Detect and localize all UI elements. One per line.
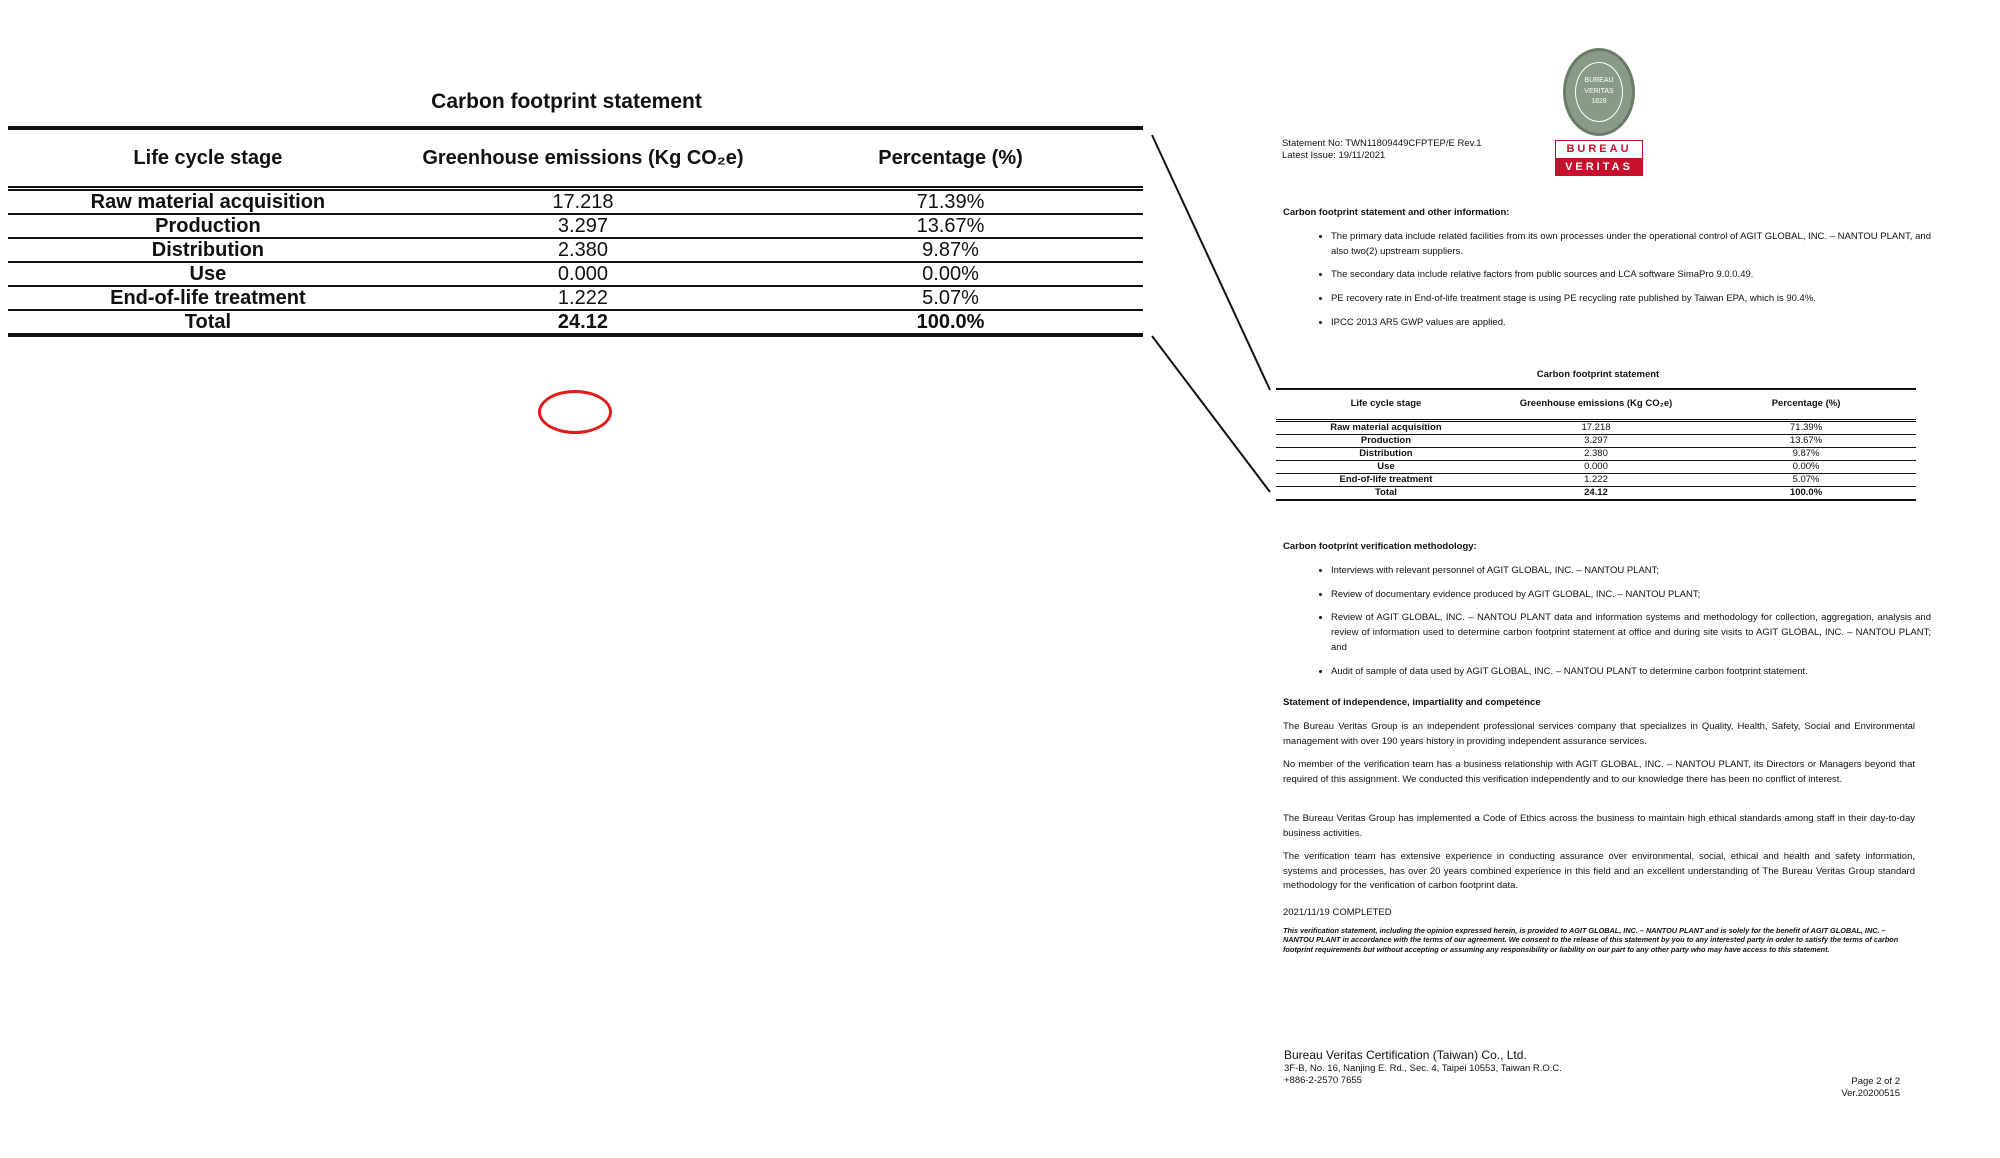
emissions-cell: 1.222 <box>1496 474 1696 487</box>
stage-cell: Use <box>1276 461 1496 474</box>
stage-cell: Raw material acquisition <box>1276 421 1496 435</box>
small-carbon-table <box>1276 388 1916 501</box>
list-item: • PE recovery rate in End-of-life treatment stage is using PE recycling rate published by Taiwan EPA, which is 90.4%. <box>1331 292 1931 307</box>
stage-cell: Distribution <box>1276 448 1496 461</box>
stage-cell: End-of-life treatment <box>8 286 408 310</box>
percentage-cell: 5.07% <box>1696 474 1916 487</box>
percentage-cell: 13.67% <box>758 214 1143 238</box>
list-item: • Interviews with relevant personnel of AGIT GLOBAL, INC. – NANTOU PLANT; <box>1331 564 1931 579</box>
info-bullet-list <box>1315 230 1931 340</box>
section-heading-info: Carbon footprint statement and other information: <box>1283 207 1510 218</box>
table-row <box>1276 461 1916 474</box>
logo-text-veritas: VERITAS <box>1555 159 1643 176</box>
small-table-title: Carbon footprint statement <box>1536 369 1660 380</box>
stage-cell: Production <box>8 214 408 238</box>
total-percentage: 100.0% <box>758 310 1143 335</box>
emissions-cell: 2.380 <box>1496 448 1696 461</box>
footer-company-name: Bureau Veritas Certification (Taiwan) Co., Ltd. <box>1284 1048 1527 1062</box>
stage-cell: Production <box>1276 435 1496 448</box>
independence-paragraph-3: The Bureau Veritas Group has implemented a Code of Ethics across the business to maintain high ethical standards among staff in their day-to-day business activities. <box>1283 813 1915 839</box>
verification-disclaimer: This verification statement, including the opinion expressed herein, is provided to AGIT GLOBAL, INC. – NANTOU PLANT and is solely for the benefit of AGIT GLOBAL, INC. – NANTOU PLANT in accordance with the terms of our agreement. We consent to the release of this statement by you to any interested party in order to satisfy the terms of carbon footprint requirements but without accepting or assuming any responsibility or liability on our part to any other party who may have access to this statement. <box>1283 926 1899 954</box>
table-row <box>1276 435 1916 448</box>
percentage-cell: 9.87% <box>758 238 1143 262</box>
independence-paragraph-4: The verification team has extensive experience in conducting assurance over environmental, social, ethical and health and safety information, systems and processes, has over 20 years combined experience in this field and an excellent understanding of The Bureau Veritas Group standard methodology for the verification of carbon footprint data. <box>1283 851 1915 892</box>
list-item: • The primary data include related facilities from its own processes under the operational control of AGIT GLOBAL, INC. – NANTOU PLANT, and also two(2) upstream suppliers. <box>1331 230 1931 259</box>
bureau-veritas-seal-icon: BUREAU VERITAS 1828 <box>1563 48 1635 136</box>
list-item: • Audit of sample of data used by AGIT GLOBAL, INC. – NANTOU PLANT to determine carbon footprint statement. <box>1331 665 1931 680</box>
percentage-cell: 9.87% <box>1696 448 1916 461</box>
emissions-cell: 3.297 <box>1496 435 1696 448</box>
percentage-cell: 13.67% <box>1696 435 1916 448</box>
percentage-cell: 0.00% <box>1696 461 1916 474</box>
total-label: Total <box>1276 487 1496 501</box>
total-emissions-value: 24.12 <box>408 310 758 335</box>
emissions-cell: 0.000 <box>1496 461 1696 474</box>
emissions-cell: 1.222 <box>408 286 758 310</box>
list-item: • Review of documentary evidence produced by AGIT GLOBAL, INC. – NANTOU PLANT; <box>1331 588 1931 603</box>
total-percentage: 100.0% <box>1696 487 1916 501</box>
list-item: • IPCC 2013 AR5 GWP values are applied. <box>1331 316 1931 331</box>
footer-phone: +886-2-2570 7655 <box>1284 1074 1362 1086</box>
document-version: Ver.20200515 <box>1841 1087 1900 1099</box>
methodology-bullet-list <box>1315 564 1931 688</box>
small-header-percentage: Percentage (%) <box>1696 389 1916 421</box>
header-greenhouse-emissions: Greenhouse emissions (Kg CO₂e) <box>408 128 758 189</box>
stage-cell: Use <box>8 262 408 286</box>
emissions-cell: 0.000 <box>408 262 758 286</box>
statement-number: Statement No: TWN11809449CFPTEP/E Rev.1 <box>1282 138 1482 149</box>
emissions-cell: 2.380 <box>408 238 758 262</box>
zoomed-table-title: Carbon footprint statement <box>431 90 702 113</box>
emissions-cell: 17.218 <box>408 189 758 215</box>
page-number: Page 2 of 2 <box>1851 1076 1900 1087</box>
percentage-cell: 71.39% <box>1696 421 1916 435</box>
percentage-cell: 5.07% <box>758 286 1143 310</box>
completion-date: 2021/11/19 COMPLETED <box>1283 907 1392 918</box>
footer-company-info <box>1284 1048 1562 1087</box>
table-row <box>1276 448 1916 461</box>
small-header-row <box>1276 389 1916 421</box>
emissions-cell: 3.297 <box>408 214 758 238</box>
table-row <box>1276 474 1916 487</box>
percentage-cell: 0.00% <box>758 262 1143 286</box>
header-percentage: Percentage (%) <box>758 128 1143 189</box>
total-emissions-value: 24.12 <box>1496 487 1696 501</box>
small-header-stage: Life cycle stage <box>1276 389 1496 421</box>
logo-text-bureau: BUREAU <box>1555 140 1643 159</box>
total-row <box>1276 487 1916 501</box>
list-item: • The secondary data include relative factors from public sources and LCA software SimaPro 9.0.0.49. <box>1331 268 1931 283</box>
statement-meta <box>1282 138 1482 163</box>
bureau-veritas-logo <box>1555 48 1643 176</box>
total-label: Total <box>8 310 408 335</box>
independence-paragraph-1: The Bureau Veritas Group is an independent professional services company that specializes in Quality, Health, Safety, Social and Environmental management with over 190 years history in providing independent assurance services. <box>1283 721 1915 747</box>
connector-line-top <box>1152 135 1270 390</box>
stage-cell: Distribution <box>8 238 408 262</box>
list-item: • Review of AGIT GLOBAL, INC. – NANTOU PLANT data and information systems and methodology for collection, aggregation, analysis and review of information used to determine carbon footprint statement at office and during site visits to AGIT GLOBAL, INC. – NANTOU PLANT; and <box>1331 611 1931 655</box>
table-row <box>1276 421 1916 435</box>
emissions-cell: 17.218 <box>1496 421 1696 435</box>
connector-line-bottom <box>1152 336 1270 492</box>
percentage-cell: 71.39% <box>758 189 1143 215</box>
verification-statement-page <box>1280 40 1931 1120</box>
independence-paragraph-2: No member of the verification team has a business relationship with AGIT GLOBAL, INC. – NANTOU PLANT, its Directors or Managers beyond that required of this assignment. We conducted this verification independently and to our knowledge there has been no conflict of interest. <box>1283 759 1915 785</box>
footer-page-info <box>1841 1076 1900 1100</box>
latest-issue: Latest Issue: 19/11/2021 <box>1282 150 1386 162</box>
footer-address: 3F-B, No. 16, Nanjing E. Rd., Sec. 4, Taipei 10553, Taiwan R.O.C. <box>1284 1063 1562 1074</box>
stage-cell: Raw material acquisition <box>8 189 408 215</box>
small-header-emissions: Greenhouse emissions (Kg CO₂e) <box>1496 389 1696 421</box>
header-life-cycle-stage: Life cycle stage <box>8 128 408 189</box>
section-heading-independence: Statement of independence, impartiality and competence <box>1283 697 1541 708</box>
stage-cell: End-of-life treatment <box>1276 474 1496 487</box>
section-heading-methodology: Carbon footprint verification methodology: <box>1283 541 1477 552</box>
